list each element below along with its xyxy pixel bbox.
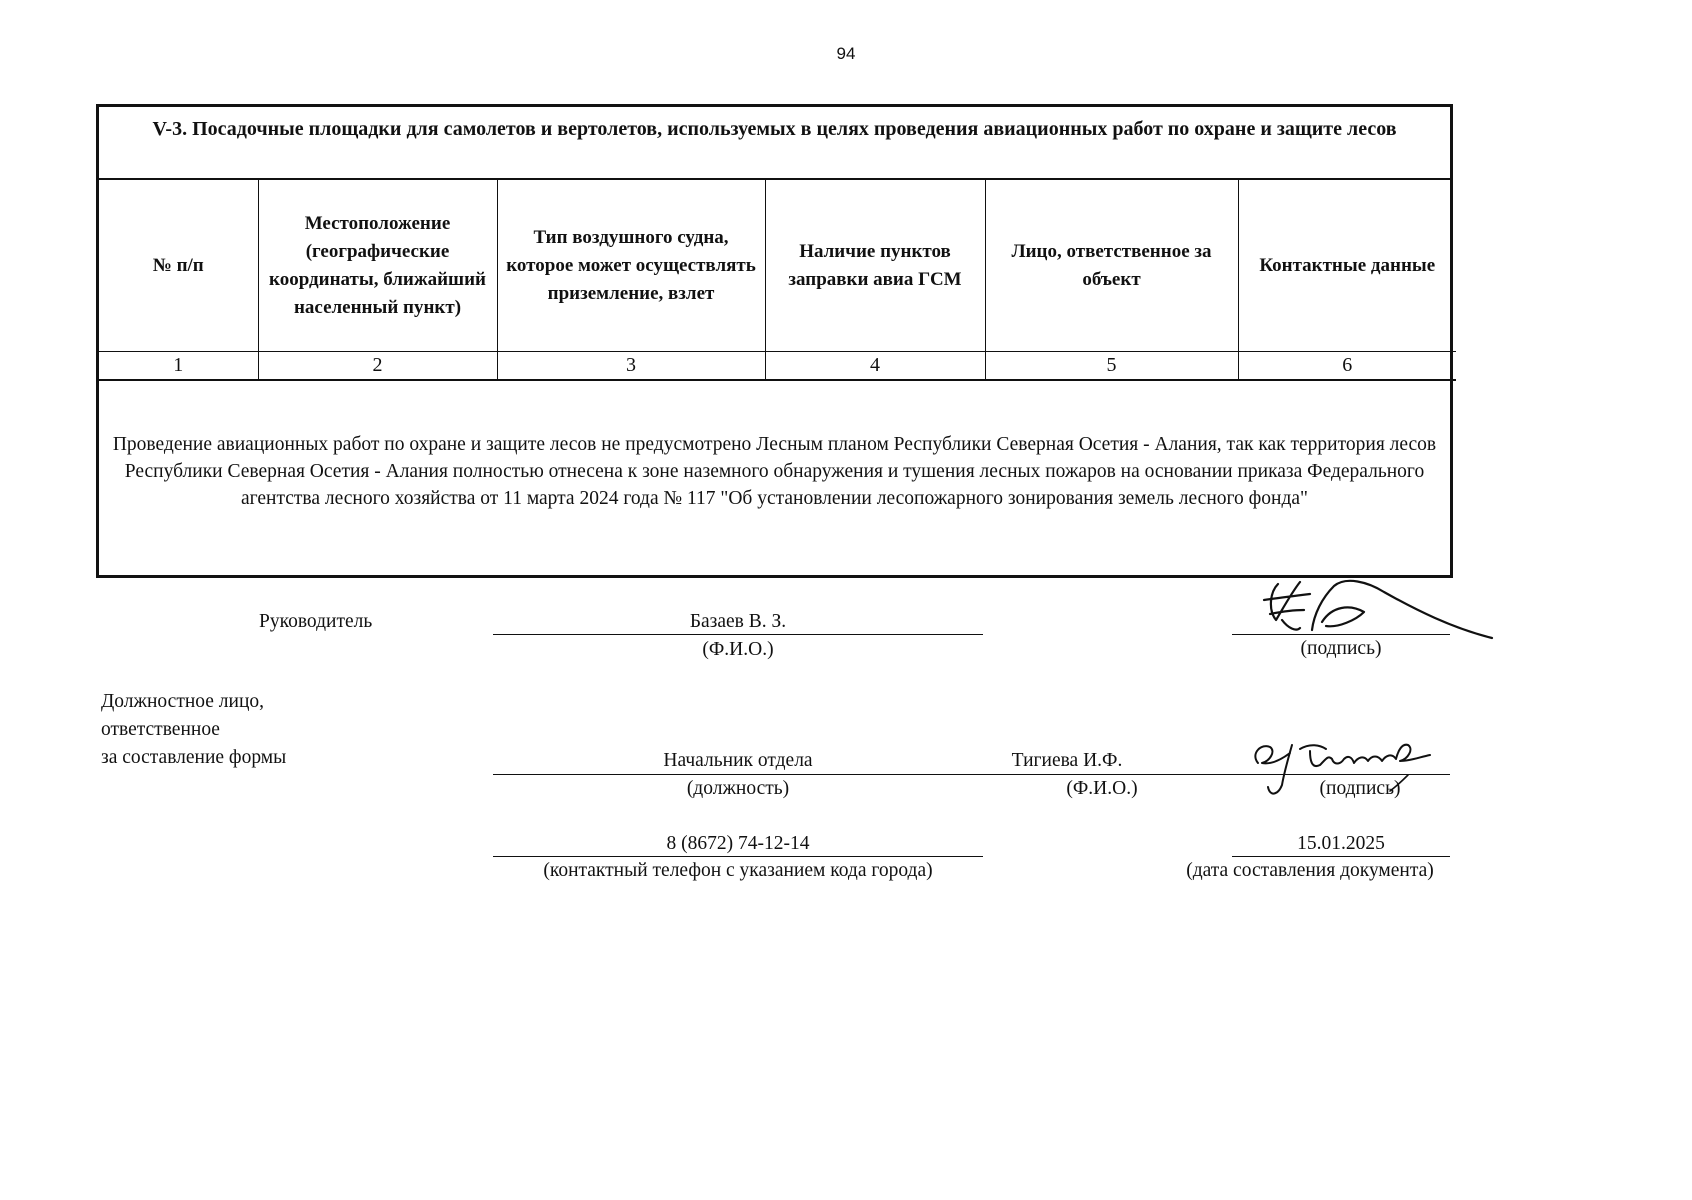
section-title: V-3. Посадочные площадки для самолетов и вертолетов, используемых в целях проведения авиационных работ по охране и защите лесов bbox=[99, 107, 1450, 180]
responsible-signature-caption: (подпись) bbox=[1319, 778, 1401, 799]
contact-phone-underline bbox=[493, 856, 983, 857]
contact-phone-caption: (контактный телефон с указанием кода города) bbox=[543, 860, 933, 881]
column-number: 1 bbox=[99, 352, 258, 381]
head-name: Базаев В. З. bbox=[689, 611, 787, 632]
document-date-underline bbox=[1232, 856, 1450, 857]
responsible-name: Тигиева И.Ф. bbox=[1011, 750, 1123, 771]
column-header-number: № п/п bbox=[99, 180, 258, 352]
column-number: 2 bbox=[258, 352, 497, 381]
responsible-name-caption: (Ф.И.О.) bbox=[1066, 778, 1138, 799]
column-header-location: Местоположение (географические координаты, ближайший населенный пункт) bbox=[258, 180, 497, 352]
column-number: 5 bbox=[985, 352, 1238, 381]
column-number: 6 bbox=[1238, 352, 1456, 381]
head-role-label: Руководитель bbox=[259, 611, 373, 632]
note-text: Проведение авиационных работ по охране и защите лесов не предусмотрено Лесным планом Республики Северная Осетия - Алания, так как территория лесов Республики Северная Осетия - Алания полностью отнесена к зоне наземного обнаружения и тушения лесных пожаров на основании приказа Федерального агентства лесного хозяйства от 11 марта 2024 года № 117 "Об установлении лесопожарного зонирования земель лесного фонда" bbox=[112, 434, 1437, 509]
head-name-caption: (Ф.И.О.) bbox=[702, 639, 774, 660]
responsible-position-caption: (должность) bbox=[686, 778, 790, 799]
responsible-label-line-3: за составление формы bbox=[101, 747, 287, 768]
column-header-responsible-person: Лицо, ответственное за объект bbox=[985, 180, 1238, 352]
responsible-label-line-2: ответственное bbox=[101, 719, 220, 740]
landing-sites-table-frame bbox=[96, 104, 1453, 578]
document-date: 15.01.2025 bbox=[1297, 833, 1385, 854]
responsible-label-line-1: Должностное лицо, bbox=[101, 691, 265, 712]
contact-phone: 8 (8672) 74-12-14 bbox=[666, 833, 810, 854]
head-signature-underline bbox=[1232, 634, 1450, 635]
head-signature-caption: (подпись) bbox=[1300, 638, 1382, 659]
document-date-caption: (дата составления документа) bbox=[1186, 860, 1434, 881]
column-header-fuel-points: Наличие пунктов заправки авиа ГСМ bbox=[765, 180, 985, 352]
page-number: 94 bbox=[836, 44, 856, 63]
column-number: 3 bbox=[497, 352, 765, 381]
responsible-position: Начальник отдела bbox=[663, 750, 813, 771]
column-header-aircraft-type: Тип воздушного судна, которое может осуществлять приземление, взлет bbox=[497, 180, 765, 352]
column-header-contacts: Контактные данные bbox=[1238, 180, 1456, 352]
landing-sites-table bbox=[99, 180, 1456, 381]
head-name-underline bbox=[493, 634, 983, 635]
column-number: 4 bbox=[765, 352, 985, 381]
column-number-row bbox=[99, 352, 1456, 381]
table-header-row bbox=[99, 180, 1456, 352]
